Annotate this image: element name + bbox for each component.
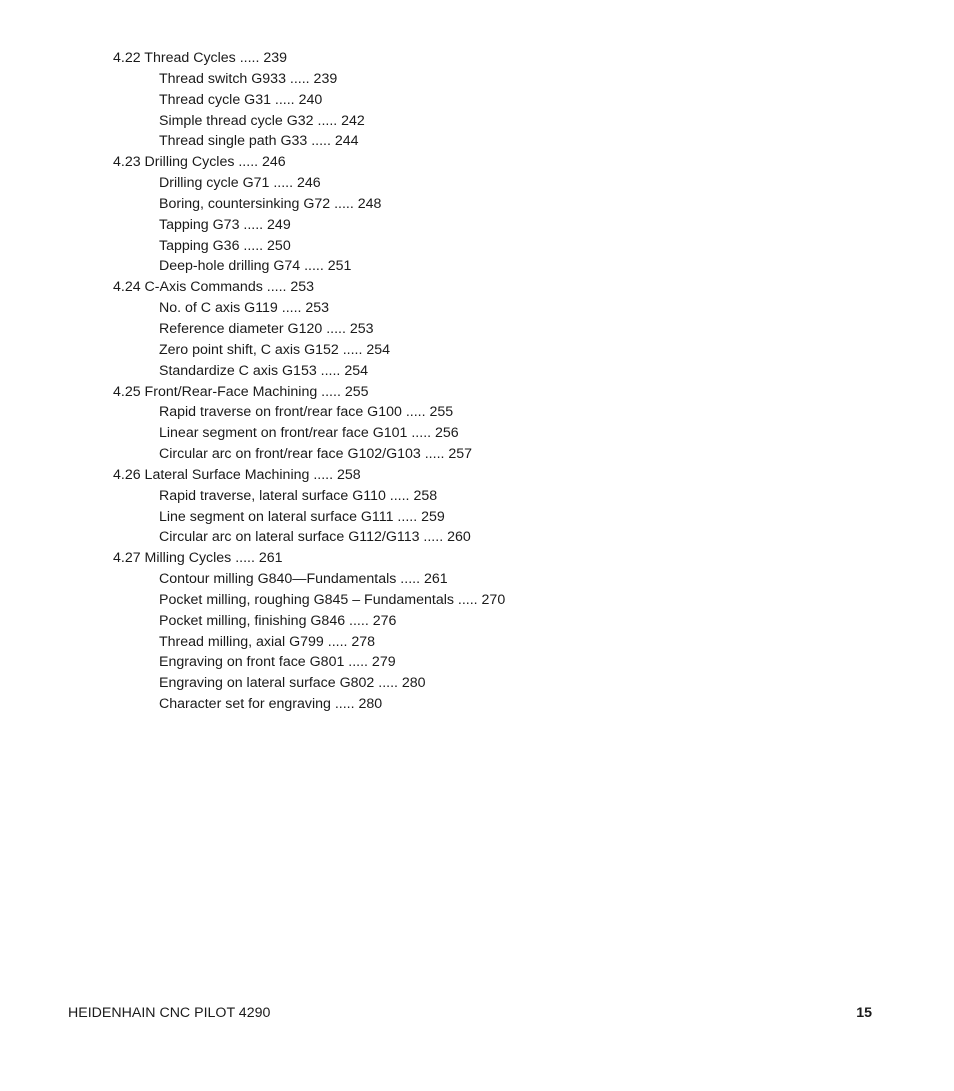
toc-section-4-25	[0, 382, 954, 465]
toc-section-title[interactable]: 4.26 Lateral Surface Machining ..... 258	[113, 466, 361, 483]
toc-entry[interactable]: Tapping G36 ..... 250	[159, 237, 291, 254]
footer-page-number: 15	[856, 1005, 872, 1021]
toc-section-title[interactable]: 4.24 C-Axis Commands ..... 253	[113, 279, 315, 296]
toc-section-title[interactable]: 4.25 Front/Rear-Face Machining ..... 255	[113, 383, 369, 400]
table-of-contents	[0, 48, 954, 715]
toc-entry[interactable]: Drilling cycle G71 ..... 246	[159, 175, 321, 192]
toc-entry[interactable]: Rapid traverse, lateral surface G110 ..... 258	[159, 487, 438, 504]
toc-entry[interactable]: Line segment on lateral surface G111 ..... 259	[159, 508, 445, 525]
toc-entry[interactable]: Thread switch G933 ..... 239	[159, 70, 338, 87]
toc-entry[interactable]: Standardize C axis G153 ..... 254	[159, 362, 368, 379]
toc-entry[interactable]: Circular arc on lateral surface G112/G113 ..... 260	[159, 529, 471, 546]
page-footer	[0, 1002, 954, 1024]
toc-entry[interactable]: Engraving on lateral surface G802 ..... 280	[159, 675, 426, 692]
toc-entry[interactable]: Contour milling G840—Fundamentals ..... 261	[159, 571, 448, 588]
toc-entry[interactable]: Reference diameter G120 ..... 253	[159, 320, 374, 337]
toc-section-4-22	[0, 48, 954, 152]
toc-entry[interactable]: Thread single path G33 ..... 244	[159, 133, 359, 150]
toc-entry[interactable]: Thread cycle G31 ..... 240	[159, 91, 323, 108]
toc-entry[interactable]: Engraving on front face G801 ..... 279	[159, 654, 396, 671]
toc-section-title[interactable]: 4.23 Drilling Cycles ..... 246	[113, 154, 286, 171]
toc-section-4-24	[0, 277, 954, 381]
toc-entry[interactable]: Pocket milling, finishing G846 ..... 276	[159, 612, 397, 629]
toc-entry[interactable]: Character set for engraving ..... 280	[159, 696, 383, 713]
toc-entry[interactable]: Pocket milling, roughing G845 – Fundamentals ..... 270	[159, 591, 506, 608]
toc-entry[interactable]: Simple thread cycle G32 ..... 242	[159, 112, 365, 129]
footer-document-title: HEIDENHAIN CNC PILOT 4290	[68, 1005, 271, 1021]
toc-entry[interactable]: Boring, countersinking G72 ..... 248	[159, 195, 382, 212]
toc-entry[interactable]: Linear segment on front/rear face G101 ..... 256	[159, 425, 459, 442]
toc-entry[interactable]: Circular arc on front/rear face G102/G103 ..... 257	[159, 446, 473, 463]
toc-entry[interactable]: Deep-hole drilling G74 ..... 251	[159, 258, 352, 275]
toc-entry[interactable]: Tapping G73 ..... 249	[159, 216, 291, 233]
toc-entry[interactable]: No. of C axis G119 ..... 253	[159, 300, 330, 317]
toc-entry[interactable]: Thread milling, axial G799 ..... 278	[159, 633, 376, 650]
toc-section-title[interactable]: 4.27 Milling Cycles ..... 261	[113, 550, 283, 567]
toc-section-title[interactable]: 4.22 Thread Cycles ..... 239	[113, 50, 288, 66]
toc-entry[interactable]: Rapid traverse on front/rear face G100 ..... 255	[159, 404, 454, 421]
toc-entry[interactable]: Zero point shift, C axis G152 ..... 254	[159, 341, 391, 358]
toc-section-4-26	[0, 465, 954, 548]
toc-section-4-23	[0, 152, 954, 277]
toc-section-4-27	[0, 548, 954, 715]
